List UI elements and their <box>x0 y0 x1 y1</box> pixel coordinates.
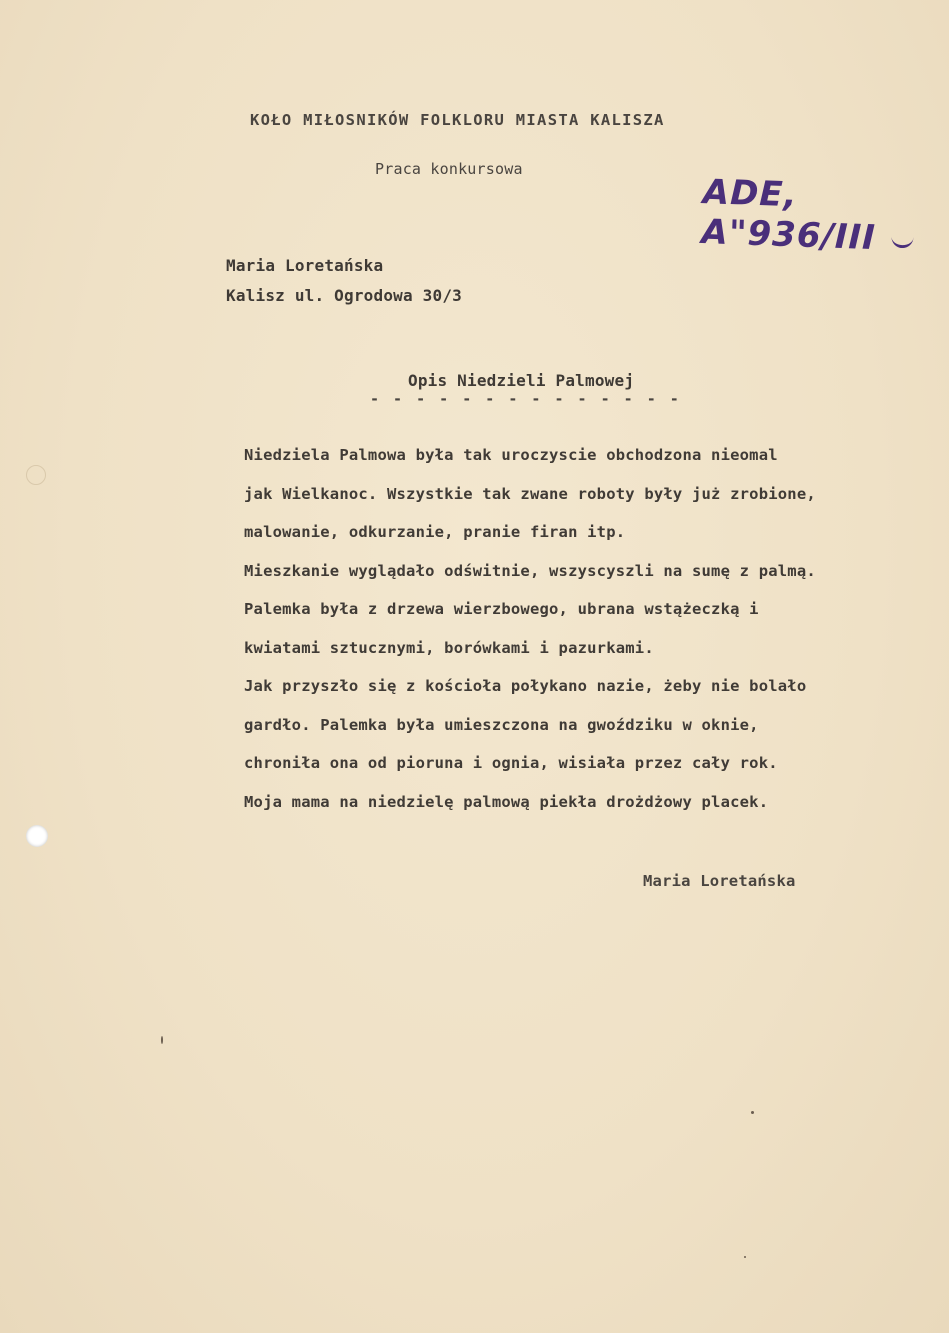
document-title: Opis Niedzieli Palmowej <box>408 371 635 390</box>
document-subtitle: Praca konkursowa <box>375 160 523 178</box>
title-underline: - - - - - - - - - - - - - - <box>370 390 682 408</box>
paper-speck <box>751 1111 754 1114</box>
archive-number: ADE, A"936/III <box>700 172 877 259</box>
punch-hole <box>26 825 48 847</box>
paper-speck <box>161 1036 163 1044</box>
body-line: Mieszkanie wyglądało odświtnie, wszyscyszli na sumę z palmą. <box>244 562 816 580</box>
punch-hole-mark <box>26 465 46 485</box>
organization-header: KOŁO MIŁOSNIKÓW FOLKLORU MIASTA KALISZA <box>250 111 665 129</box>
paper-speck <box>744 1256 746 1258</box>
body-line: Palemka była z drzewa wierzbowego, ubrana wstążeczką i <box>244 600 759 618</box>
author-address: Kalisz ul. Ogrodowa 30/3 <box>226 286 462 305</box>
body-line: gardło. Palemka była umieszczona na gwoździku w oknie, <box>244 716 759 734</box>
stamp-flourish <box>891 233 914 249</box>
body-line: kwiatami sztucznymi, borówkami i pazurkami. <box>244 639 654 657</box>
body-line: malowanie, odkurzanie, pranie firan itp. <box>244 523 626 541</box>
body-line: jak Wielkanoc. Wszystkie tak zwane roboty były już zrobione, <box>244 485 816 503</box>
signature: Maria Loretańska <box>643 872 796 890</box>
body-line: Niedziela Palmowa była tak uroczyscie obchodzona nieomal <box>244 446 778 464</box>
body-line: chroniła ona od pioruna i ognia, wisiała przez cały rok. <box>244 754 778 772</box>
body-line: Jak przyszło się z kościoła połykano nazie, żeby nie bolało <box>244 677 807 695</box>
author-name: Maria Loretańska <box>226 256 384 275</box>
body-line: Moja mama na niedzielę palmową piekła drożdżowy placek. <box>244 793 769 811</box>
archive-stamp <box>700 172 928 270</box>
